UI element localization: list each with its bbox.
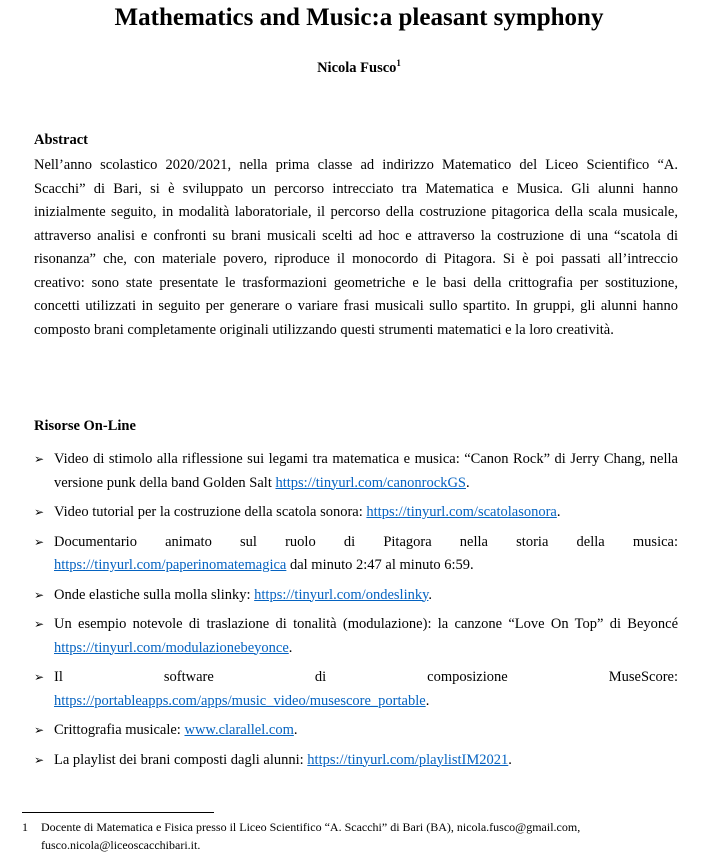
resource-link[interactable]: https://tinyurl.com/scatolasonora: [366, 504, 557, 520]
footnote-mark: 1: [22, 820, 28, 834]
arrow-bullet-icon: ➢: [34, 617, 45, 631]
resource-link[interactable]: https://tinyurl.com/canonrockGS: [275, 474, 466, 491]
resource-link[interactable]: https://tinyurl.com/paperinomatemagica: [54, 557, 287, 573]
paper-title: Mathematics and Music:a pleasant symphony: [114, 4, 604, 31]
arrow-bullet-icon: ➢: [34, 534, 45, 549]
resource-item: [34, 666, 678, 713]
author-line: [0, 59, 718, 77]
resource-text: Crittografia musicale:: [54, 722, 185, 738]
arrow-bullet-icon: ➢: [34, 752, 45, 767]
resource-suffix: dal minuto 2:47 al minuto 6:59.: [286, 557, 474, 573]
footnote-text: Docente di Matematica e Fisica presso il Liceo Scientifico “A. Scacchi” di Bari (BA), nicola.fusco@gmail.com, fusco.nicola@liceoscacchibari.it.: [41, 820, 581, 852]
author-footnote-mark: 1: [396, 58, 401, 69]
author-name: Nicola Fusco: [317, 60, 397, 76]
resource-item: [34, 719, 678, 743]
resource-suffix: .: [508, 751, 512, 768]
resource-link[interactable]: https://portableapps.com/apps/music_video/musescore_portable: [54, 692, 426, 709]
abstract-text: Nell’anno scolastico 2020/2021, nella prima classe ad indirizzo Matematico del Liceo Scientifico “A. Scacchi” di Bari, si è sviluppato un percorso intrecciato tra Matematica e Musica. Gli alunni hanno inizialmente seguito, in modalità laboratoriale, il percorso della costruzione pitagorica della scala musicale, attraverso analisi e confronti su brani musicali scelti ad hoc e attraverso la costruzione di una “scatola di risonanza” che, con materiale povero, riproduce il monocordo di Pitagora. Si è poi passati all’intreccio creativo: sono state presentate le trasformazioni geometriche e le basi della crittografia per sostituzione, concetti utilizzati in seguito per generare o variare frasi musicali sullo spartito. In gruppi, gli alunni hanno composto brani completamente originali utilizzando questi strumenti matematici e la loro creatività.: [34, 157, 678, 338]
arrow-bullet-icon: ➢: [34, 587, 45, 602]
resource-text: Un esempio notevole di traslazione di tonalità (modulazione): la canzone “Love On Top” di Beyoncé: [54, 616, 678, 632]
footnote: [22, 818, 672, 854]
resource-suffix: .: [425, 692, 430, 709]
abstract-heading: Abstract: [34, 132, 88, 148]
resources-heading: Risorse On-Line: [34, 418, 136, 434]
resource-item: [34, 613, 678, 660]
resource-link[interactable]: www.clarallel.com: [184, 722, 294, 738]
resource-suffix: .: [465, 474, 470, 491]
arrow-bullet-icon: ➢: [34, 723, 45, 737]
resources-list: [34, 448, 678, 778]
resource-item: [34, 501, 678, 525]
resource-suffix: .: [556, 504, 561, 520]
resource-suffix: .: [293, 722, 298, 738]
resource-item: [34, 584, 678, 608]
resource-text: Video di stimolo alla riflessione sui legami tra matematica e musica: “Canon Rock” di Jerry Chang, nella versione punk della band Golden Salt: [54, 451, 678, 491]
resource-text: La playlist dei brani composti dagli alunni:: [54, 751, 308, 768]
resource-text: Il software di composizione MuseScore:: [54, 669, 678, 685]
resource-suffix: .: [288, 639, 293, 656]
resource-item: [34, 531, 678, 578]
arrow-bullet-icon: ➢: [34, 670, 45, 684]
resource-text: Onde elastiche sulla molla slinky:: [54, 586, 255, 603]
resource-item: [34, 749, 678, 773]
resource-suffix: .: [428, 586, 433, 603]
arrow-bullet-icon: ➢: [34, 505, 45, 519]
resource-link[interactable]: https://tinyurl.com/modulazionebeyonce: [54, 639, 289, 656]
footnote-separator: [22, 812, 214, 813]
resource-link[interactable]: https://tinyurl.com/playlistIM2021: [307, 751, 509, 768]
resource-item: [34, 448, 678, 495]
arrow-bullet-icon: ➢: [34, 452, 45, 466]
resource-text: Documentario animato sul ruolo di Pitagora nella storia della musica:: [54, 533, 678, 550]
resource-link[interactable]: https://tinyurl.com/ondeslinky: [254, 586, 429, 603]
resource-text: Video tutorial per la costruzione della scatola sonora:: [54, 504, 367, 520]
